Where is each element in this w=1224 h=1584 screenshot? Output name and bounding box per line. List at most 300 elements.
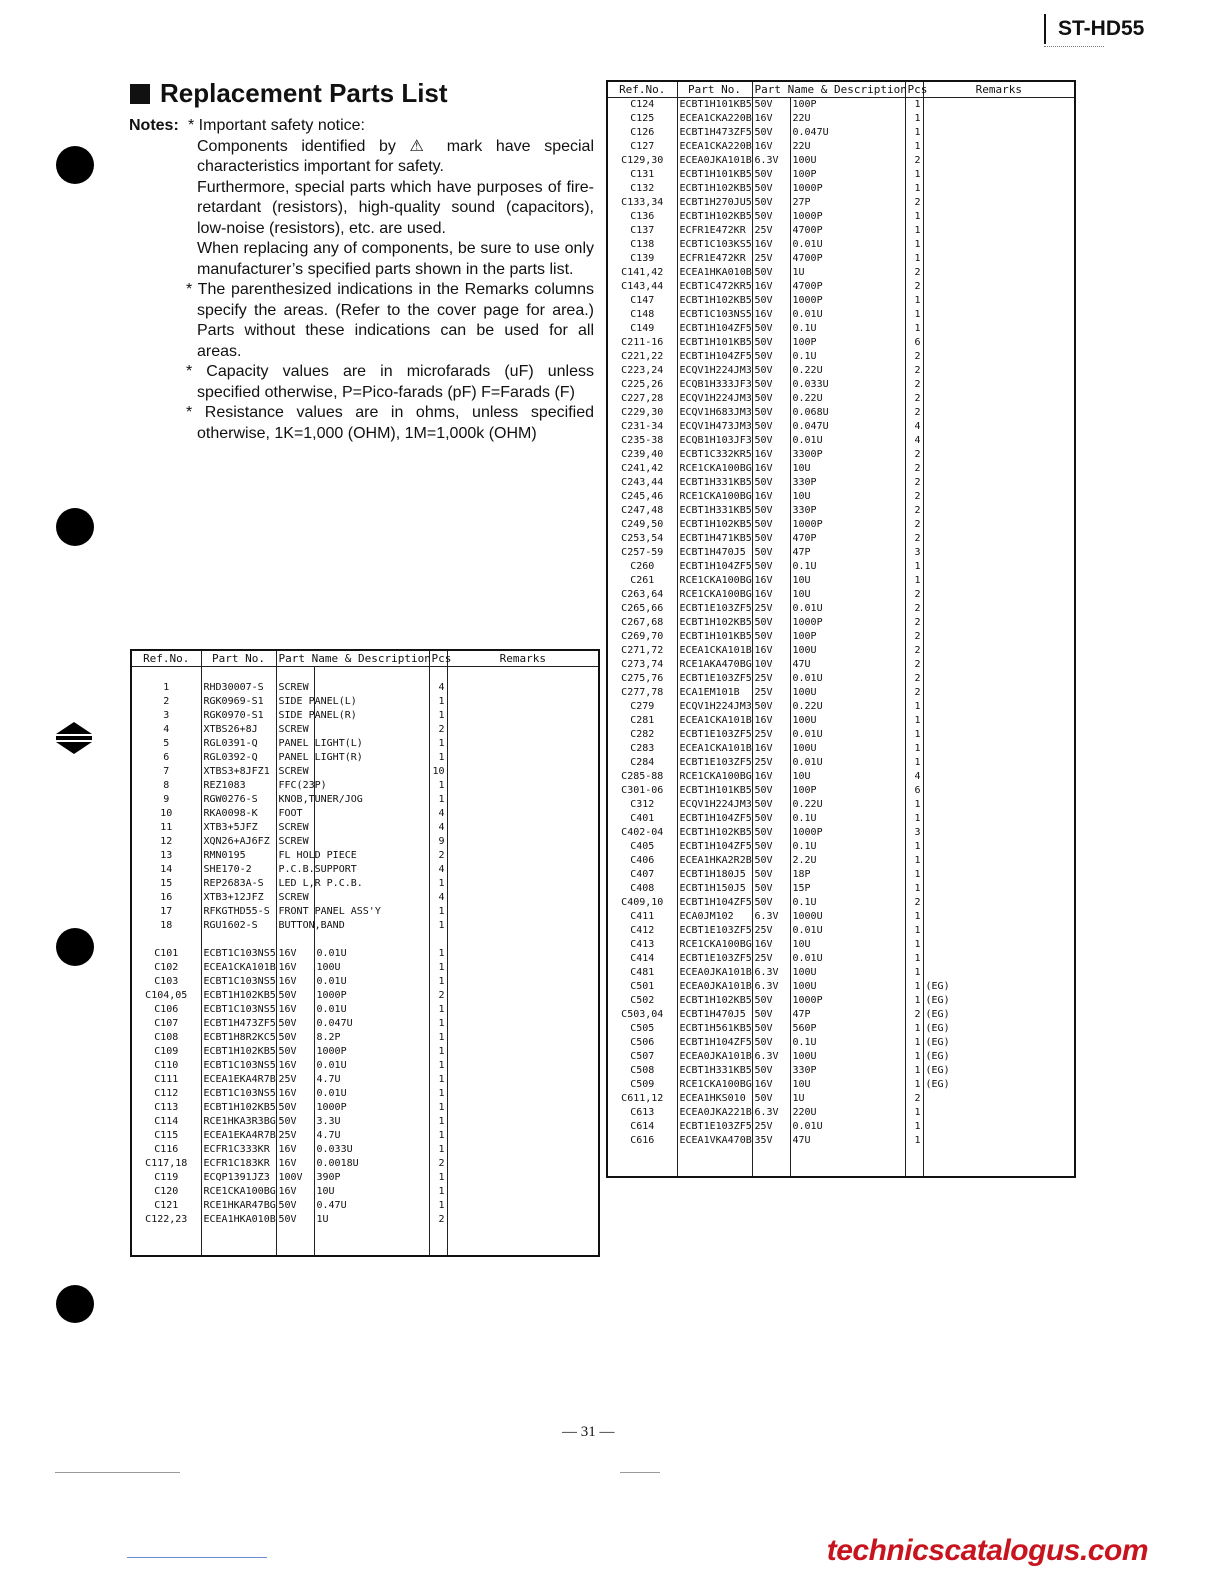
pcs-cell: 2 (905, 672, 923, 686)
pcs-cell: 1 (905, 168, 923, 182)
remarks-cell (923, 308, 1075, 322)
ref-no-cell: 17 (131, 905, 201, 919)
description-b-cell: 100U (790, 980, 905, 994)
description-a-cell: 50V (752, 812, 790, 826)
ref-no-cell: C112 (131, 1087, 201, 1101)
description-a-cell: 50V (752, 882, 790, 896)
notes-block (129, 116, 594, 444)
remarks-cell (447, 933, 599, 947)
pcs-cell: 1 (905, 952, 923, 966)
ref-no-cell: 1 (131, 681, 201, 695)
description-a-cell: 50V (752, 826, 790, 840)
part-no-cell: ECBT1H270JU5 (677, 196, 752, 210)
description-a-cell: 16V (752, 588, 790, 602)
remarks-cell (923, 504, 1075, 518)
pcs-cell: 1 (905, 574, 923, 588)
description-a-cell: 6.3V (752, 154, 790, 168)
table-row (607, 504, 1075, 518)
table-row (607, 252, 1075, 266)
part-no-cell: RGW0276-S (201, 793, 276, 807)
description-b-cell (314, 807, 429, 821)
pcs-cell: 2 (905, 658, 923, 672)
part-no-cell: ECBT1E103ZF5 (677, 672, 752, 686)
part-no-cell: RGU1602-S (201, 919, 276, 933)
binder-hole-2 (56, 508, 94, 546)
description-a-cell: 50V (276, 1199, 314, 1213)
part-no-cell: ECBT1C103NS5 (201, 975, 276, 989)
pcs-cell: 1 (905, 322, 923, 336)
pcs-cell: 1 (429, 905, 447, 919)
ref-no-cell: 15 (131, 877, 201, 891)
ref-no-cell: C275,76 (607, 672, 677, 686)
pcs-cell: 2 (905, 588, 923, 602)
part-no-cell: ECBT1E103ZF5 (677, 924, 752, 938)
remarks-cell (923, 196, 1075, 210)
table-row (607, 1120, 1075, 1134)
description-b-cell: 330P (790, 504, 905, 518)
part-no-cell: ECBT1H102KB5 (201, 989, 276, 1003)
ref-no-cell: C115 (131, 1129, 201, 1143)
remarks-cell (923, 252, 1075, 266)
ref-no-cell: C149 (607, 322, 677, 336)
pcs-cell (429, 1227, 447, 1241)
table-row (607, 224, 1075, 238)
pcs-cell: 2 (905, 1092, 923, 1106)
ref-no-cell: C265,66 (607, 602, 677, 616)
col-pcs-header: Pcs (429, 650, 447, 667)
pcs-cell: 2 (429, 849, 447, 863)
table-row (607, 322, 1075, 336)
description-b-cell: 1U (790, 266, 905, 280)
col-part-header: Part No. (677, 81, 752, 98)
description-a-cell: 50V (752, 168, 790, 182)
remarks-cell (447, 1143, 599, 1157)
description-b-cell: 8.2P (314, 1031, 429, 1045)
pcs-cell: 2 (429, 1157, 447, 1171)
table-row (131, 1031, 599, 1045)
remarks-cell (923, 1162, 1075, 1177)
ref-no-cell: C508 (607, 1064, 677, 1078)
table-row (131, 709, 599, 723)
part-no-cell: SHE170-2 (201, 863, 276, 877)
remarks-cell (923, 1148, 1075, 1162)
description-b-cell: 0.01U (314, 1003, 429, 1017)
ref-no-cell: C117,18 (131, 1157, 201, 1171)
remarks-cell (923, 546, 1075, 560)
pcs-cell: 1 (429, 1017, 447, 1031)
part-no-cell: ECFR1E472KR (677, 252, 752, 266)
part-no-cell: RGK0969-S1 (201, 695, 276, 709)
table-row (131, 821, 599, 835)
part-no-cell: XTBS26+8J (201, 723, 276, 737)
remarks-cell (447, 1241, 599, 1256)
ref-no-cell: C413 (607, 938, 677, 952)
part-no-cell: ECBT1H101KB5 (677, 630, 752, 644)
pcs-cell: 1 (429, 1171, 447, 1185)
part-no-cell: ECQV1H224JM3 (677, 364, 752, 378)
part-no-cell (201, 1227, 276, 1241)
pcs-cell: 1 (429, 1143, 447, 1157)
part-no-cell: RGK0970-S1 (201, 709, 276, 723)
description-a-cell: 50V (752, 532, 790, 546)
pcs-cell: 1 (429, 1199, 447, 1213)
pcs-cell: 1 (905, 938, 923, 952)
remarks-cell (923, 826, 1075, 840)
remarks-cell (923, 910, 1075, 924)
remarks-cell (447, 723, 599, 737)
part-no-cell: ECBT1H102KB5 (677, 616, 752, 630)
pcs-cell: 1 (905, 1134, 923, 1148)
pcs-cell (429, 933, 447, 947)
pcs-cell: 1 (905, 182, 923, 196)
remarks-cell (923, 490, 1075, 504)
ref-no-cell: C481 (607, 966, 677, 980)
part-no-cell: ECBT1H102KB5 (677, 182, 752, 196)
part-no-cell: ECBT1H331KB5 (677, 1064, 752, 1078)
remarks-cell (447, 1157, 599, 1171)
part-no-cell: ECBT1H104ZF5 (677, 812, 752, 826)
description-b-cell: 10U (790, 938, 905, 952)
description-a-cell: SCREW (276, 681, 314, 695)
description-b-cell: 560P (790, 1022, 905, 1036)
description-b-cell: 0.033U (790, 378, 905, 392)
part-no-cell: ECBT1H101KB5 (677, 98, 752, 113)
part-no-cell: ECEA1CKA220B (677, 140, 752, 154)
remarks-cell: (EG) (923, 1050, 1075, 1064)
remarks-cell (447, 1031, 599, 1045)
pcs-cell: 2 (905, 462, 923, 476)
part-no-cell: REZ1083 (201, 779, 276, 793)
part-no-cell: ECBT1H101KB5 (677, 336, 752, 350)
notes-resistance: * Resistance values are in ohms, unless specified otherwise, 1K=1,000 (OHM), 1M=1,000k (OHM) (186, 404, 594, 442)
table-row (131, 1143, 599, 1157)
description-b-cell: 0.1U (790, 812, 905, 826)
table-row (607, 462, 1075, 476)
notes-furthermore: Furthermore, special parts which have purposes of fire-retardant (resistors), high-quality sound (capacitors), low-noise (resistors), etc. are used. (197, 178, 594, 237)
description-a-cell: 16V (752, 448, 790, 462)
part-no-cell: ECQP1391JZ3 (201, 1171, 276, 1185)
table-row (607, 952, 1075, 966)
table-row (607, 686, 1075, 700)
table-row (607, 210, 1075, 224)
table-row (131, 723, 599, 737)
pcs-cell: 1 (905, 924, 923, 938)
description-b-cell: 47P (790, 546, 905, 560)
ref-no-cell: 11 (131, 821, 201, 835)
pcs-cell: 1 (905, 140, 923, 154)
description-b-cell: 0.047U (314, 1017, 429, 1031)
table-row (131, 989, 599, 1003)
remarks-cell (447, 919, 599, 933)
pcs-cell: 2 (905, 280, 923, 294)
table-row (607, 588, 1075, 602)
description-a-cell: 50V (752, 518, 790, 532)
part-no-cell: ECBT1H470J5 (677, 546, 752, 560)
ref-no-cell: 4 (131, 723, 201, 737)
description-a-cell (276, 667, 314, 682)
ref-no-cell: C147 (607, 294, 677, 308)
description-a-cell: 16V (752, 770, 790, 784)
ref-no-cell: C107 (131, 1017, 201, 1031)
part-no-cell: ECBT1E103ZF5 (677, 1120, 752, 1134)
part-no-cell (201, 667, 276, 682)
ref-no-cell: C506 (607, 1036, 677, 1050)
description-a-cell: 16V (752, 462, 790, 476)
table-row (607, 350, 1075, 364)
ref-no-cell: C121 (131, 1199, 201, 1213)
description-a-cell: 25V (752, 672, 790, 686)
part-no-cell: ECBT1H8R2KC5 (201, 1031, 276, 1045)
remarks-cell (923, 1092, 1075, 1106)
description-b-cell: 0.01U (790, 308, 905, 322)
table-row (131, 807, 599, 821)
ref-no-cell: C406 (607, 854, 677, 868)
remarks-cell (447, 765, 599, 779)
description-a-cell: 16V (276, 1143, 314, 1157)
description-a-cell: 16V (752, 280, 790, 294)
notes-label: Notes: (129, 117, 179, 134)
remarks-cell (923, 336, 1075, 350)
part-no-cell: ECBT1H473ZF5 (201, 1017, 276, 1031)
description-a-cell (276, 1227, 314, 1241)
binder-hole-4 (56, 1285, 94, 1323)
description-a-cell: 50V (752, 294, 790, 308)
table-row (607, 308, 1075, 322)
description-a-cell: PANEL LIGHT(L) (276, 737, 314, 751)
remarks-cell (447, 989, 599, 1003)
description-a-cell: 16V (752, 1078, 790, 1092)
pcs-cell: 1 (429, 1059, 447, 1073)
remarks-cell (923, 574, 1075, 588)
table-row (607, 1148, 1075, 1162)
description-b-cell (314, 723, 429, 737)
remarks-cell (447, 821, 599, 835)
description-a-cell: 35V (752, 1134, 790, 1148)
table-row (607, 616, 1075, 630)
remarks-cell (447, 891, 599, 905)
description-b-cell (314, 667, 429, 682)
description-a-cell: 16V (276, 1157, 314, 1171)
description-a-cell: KNOB,TUNER/JOG (276, 793, 314, 807)
part-no-cell: ECEA1EKA4R7B (201, 1073, 276, 1087)
description-a-cell: 50V (752, 420, 790, 434)
remarks-cell (447, 905, 599, 919)
table-row (607, 1008, 1075, 1022)
table-row (607, 658, 1075, 672)
ref-no-cell: C108 (131, 1031, 201, 1045)
ref-no-cell: C279 (607, 700, 677, 714)
ref-no-cell: C271,72 (607, 644, 677, 658)
description-b-cell: 0.01U (314, 975, 429, 989)
description-a-cell: 16V (752, 140, 790, 154)
table-row (131, 1073, 599, 1087)
pcs-cell: 1 (429, 793, 447, 807)
ref-no-cell: C139 (607, 252, 677, 266)
remarks-cell (923, 630, 1075, 644)
pcs-cell: 1 (429, 975, 447, 989)
ref-no-cell: C227,28 (607, 392, 677, 406)
description-a-cell: 6.3V (752, 1050, 790, 1064)
pcs-cell: 2 (429, 1213, 447, 1227)
description-b-cell: 0.01U (790, 602, 905, 616)
part-no-cell: ECBT1H102KB5 (677, 994, 752, 1008)
description-a-cell: 100V (276, 1171, 314, 1185)
description-a-cell: 50V (752, 182, 790, 196)
ref-no-cell: 9 (131, 793, 201, 807)
ref-no-cell: C282 (607, 728, 677, 742)
part-no-cell: ECBT1E103ZF5 (677, 756, 752, 770)
table-row (131, 863, 599, 877)
remarks-cell (447, 1185, 599, 1199)
table-row (131, 877, 599, 891)
pcs-cell: 2 (905, 896, 923, 910)
model-number: ST-HD55 (1044, 14, 1144, 44)
pcs-cell: 3 (905, 546, 923, 560)
description-a-cell: FL HOLD PIECE (276, 849, 314, 863)
remarks-cell (923, 896, 1075, 910)
part-no-cell: ECBT1C103NS5 (677, 308, 752, 322)
pcs-cell: 2 (905, 532, 923, 546)
pcs-cell: 1 (905, 868, 923, 882)
remarks-cell (447, 1129, 599, 1143)
description-a-cell: 50V (752, 1008, 790, 1022)
ref-no-cell: 3 (131, 709, 201, 723)
description-b-cell: 1000P (790, 994, 905, 1008)
remarks-cell (447, 1101, 599, 1115)
ref-no-cell: C211-16 (607, 336, 677, 350)
pcs-cell: 1 (429, 751, 447, 765)
part-no-cell: ECBT1H180J5 (677, 868, 752, 882)
pcs-cell: 1 (905, 728, 923, 742)
pcs-cell: 2 (905, 476, 923, 490)
description-b-cell: 1U (314, 1213, 429, 1227)
pcs-cell: 1 (905, 252, 923, 266)
part-no-cell: ECEA1HKA010B (201, 1213, 276, 1227)
description-b-cell: 0.033U (314, 1143, 429, 1157)
pcs-cell: 1 (905, 1120, 923, 1134)
table-row (131, 1171, 599, 1185)
remarks-cell: (EG) (923, 994, 1075, 1008)
ref-no-cell: C502 (607, 994, 677, 1008)
remarks-cell (923, 98, 1075, 113)
description-b-cell (314, 891, 429, 905)
remarks-cell (447, 961, 599, 975)
description-b-cell: 22U (790, 140, 905, 154)
description-b-cell: 4700P (790, 224, 905, 238)
table-row (607, 518, 1075, 532)
ref-no-cell: C402-04 (607, 826, 677, 840)
ref-no-cell: C239,40 (607, 448, 677, 462)
description-a-cell: 50V (752, 392, 790, 406)
ref-no-cell: C113 (131, 1101, 201, 1115)
remarks-cell (923, 378, 1075, 392)
part-no-cell: RFKGTHD55-S (201, 905, 276, 919)
part-no-cell: ECBT1C103NS5 (201, 1087, 276, 1101)
pcs-cell: 1 (429, 1101, 447, 1115)
description-a-cell: 16V (276, 1185, 314, 1199)
part-no-cell: ECBT1H331KB5 (677, 504, 752, 518)
table-row (131, 975, 599, 989)
ref-no-cell: C501 (607, 980, 677, 994)
description-b-cell (314, 1241, 429, 1256)
remarks-cell: (EG) (923, 1022, 1075, 1036)
table-row (607, 854, 1075, 868)
description-a-cell: 50V (276, 1115, 314, 1129)
description-a-cell: 16V (752, 112, 790, 126)
part-no-cell: ECEA1CKA101B (677, 644, 752, 658)
remarks-cell (923, 560, 1075, 574)
ref-no-cell (607, 1162, 677, 1177)
description-b-cell: 390P (314, 1171, 429, 1185)
title-square-icon (130, 84, 150, 104)
table-row (607, 714, 1075, 728)
ref-no-cell: C253,54 (607, 532, 677, 546)
table-row (607, 1050, 1075, 1064)
remarks-cell (923, 182, 1075, 196)
ref-no-cell: C285-88 (607, 770, 677, 784)
pcs-cell: 4 (905, 434, 923, 448)
part-no-cell: ECBT1E103ZF5 (677, 952, 752, 966)
pcs-cell: 1 (905, 112, 923, 126)
pcs-cell: 1 (905, 126, 923, 140)
description-b-cell (314, 821, 429, 835)
description-a-cell: 50V (276, 1213, 314, 1227)
remarks-cell (923, 140, 1075, 154)
footer-rule-3 (127, 1557, 267, 1558)
ref-no-cell: C409,10 (607, 896, 677, 910)
part-no-cell: ECBT1H470J5 (677, 1008, 752, 1022)
remarks-cell (923, 644, 1075, 658)
description-b-cell: 3.3U (314, 1115, 429, 1129)
description-b-cell: 0.1U (790, 896, 905, 910)
part-no-cell: ECFR1C333KR (201, 1143, 276, 1157)
remarks-cell: (EG) (923, 1008, 1075, 1022)
part-no-cell: RCE1CKA100BG (677, 462, 752, 476)
part-no-cell: ECBT1H561KB5 (677, 1022, 752, 1036)
description-a-cell: 50V (276, 1045, 314, 1059)
remarks-cell (923, 714, 1075, 728)
pcs-cell: 2 (905, 350, 923, 364)
table-row (131, 695, 599, 709)
ref-no-cell: C408 (607, 882, 677, 896)
table-row (607, 98, 1075, 113)
description-a-cell: 16V (752, 742, 790, 756)
ref-no-cell: 13 (131, 849, 201, 863)
table-row (131, 681, 599, 695)
ref-no-cell (607, 1148, 677, 1162)
pcs-cell: 1 (905, 812, 923, 826)
part-no-cell: ECQB1H333JF3 (677, 378, 752, 392)
part-no-cell: ECEA1CKA101B (201, 961, 276, 975)
ref-no-cell: 8 (131, 779, 201, 793)
description-a-cell: 6.3V (752, 980, 790, 994)
table-row (607, 196, 1075, 210)
remarks-cell (923, 798, 1075, 812)
notes-safety: Components identified by ⚠ mark have special characteristics important for safety. (197, 137, 594, 175)
description-b-cell: 0.047U (790, 126, 905, 140)
pcs-cell: 1 (905, 966, 923, 980)
table-row (607, 560, 1075, 574)
description-b-cell: 0.22U (790, 364, 905, 378)
description-a-cell: FFC(23P) (276, 779, 314, 793)
table-header-row (131, 650, 599, 667)
part-no-cell: RGL0392-Q (201, 751, 276, 765)
description-b-cell: 1000P (314, 1101, 429, 1115)
part-no-cell: ECEA1CKA101B (677, 714, 752, 728)
part-no-cell: ECBT1H150J5 (677, 882, 752, 896)
table-row (131, 849, 599, 863)
table-row (131, 835, 599, 849)
